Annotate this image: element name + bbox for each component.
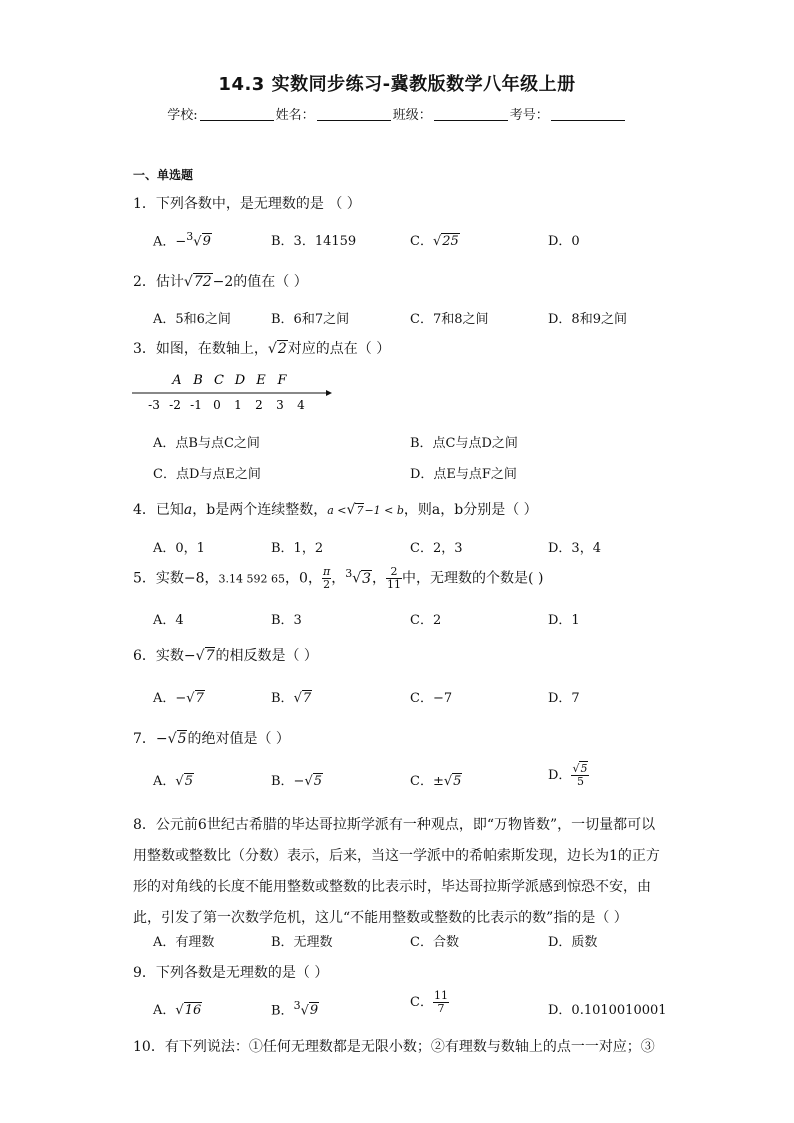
q4-option-d[interactable]: D．3，4 <box>548 541 601 556</box>
question-text: 对应的点在（ ） <box>287 341 391 357</box>
question-text: ，则a，b分别是（ ） <box>403 502 538 518</box>
q1-option-a[interactable]: A．−$^3$√9 <box>153 230 211 250</box>
option-label: C． <box>410 995 433 1010</box>
q8-option-c[interactable]: C．合数 <box>410 935 459 950</box>
name-label: 姓名： <box>275 108 315 123</box>
tick-label: 4 <box>297 398 305 412</box>
q6-option-b[interactable]: B．√7 <box>271 691 312 706</box>
q4-option-b[interactable]: B．1，2 <box>271 541 324 556</box>
radicand: 7 <box>356 504 364 517</box>
question-text: 的绝对值是（ ） <box>187 731 290 747</box>
q7-option-c[interactable]: C．±√5 <box>410 774 462 789</box>
radicand: 72 <box>193 274 212 290</box>
q7-option-b[interactable]: B．−√5 <box>271 774 323 789</box>
fraction-denominator: 2 <box>323 578 331 591</box>
q9-option-d[interactable]: D．0.1010010001 <box>548 1003 667 1018</box>
q5-option-b[interactable]: B．3 <box>271 613 302 628</box>
root-index: 3 <box>186 230 194 243</box>
fraction-numerator: π <box>322 565 331 578</box>
page-title: 14.3 实数同步练习-冀教版数学八年级上册 <box>218 74 576 95</box>
q8-option-b[interactable]: B．无理数 <box>271 935 333 950</box>
id-blank[interactable] <box>551 107 625 121</box>
tick-label: 0 <box>213 398 221 412</box>
q2-option-c[interactable]: C．7和8之间 <box>410 312 489 327</box>
radicand: 5 <box>453 774 462 789</box>
q5-option-c[interactable]: C．2 <box>410 613 442 628</box>
tick-label: 1 <box>234 398 242 412</box>
school-label: 学校: <box>167 108 198 123</box>
number-line-letters <box>171 373 287 388</box>
q3-option-c[interactable]: C．点D与点E之间 <box>153 467 261 482</box>
inequality-left: a < <box>327 504 347 517</box>
inequality-right: −1 < b <box>364 504 404 517</box>
question-7: 7．−√5的绝对值是（ ） <box>133 731 290 747</box>
question-text: ，0， <box>285 570 322 587</box>
q1-option-d[interactable]: D．0 <box>548 234 580 249</box>
name-blank[interactable] <box>317 107 391 121</box>
minus-sign: − <box>175 234 187 250</box>
student-info-line <box>0 104 794 123</box>
radicand: 5 <box>184 774 193 789</box>
question-5: 5．实数−8，3.14 592 65，0， $\frac{\pi}{2}$ ，$^3$√3， $\frac{2}{11}$ 中，无理数的个数是( ) <box>133 565 544 591</box>
radicand: 5 <box>177 731 187 747</box>
option-label: D． <box>548 768 572 783</box>
option-label: A．− <box>153 691 187 706</box>
question-text: 6．实数− <box>133 648 196 664</box>
option-label: C． <box>410 234 433 249</box>
class-label: 班级： <box>392 108 432 123</box>
q4-option-a[interactable]: A．0，1 <box>153 541 205 556</box>
tick-label: -1 <box>190 398 202 412</box>
radicand: 7 <box>302 691 312 706</box>
fraction-2-over-11 <box>386 566 402 591</box>
q1-option-b[interactable]: B．3．14159 <box>271 234 357 249</box>
q7-option-d[interactable] <box>548 763 589 788</box>
point-label: B <box>193 373 203 388</box>
question-8: 8．公元前6世纪古希腊的毕达哥拉斯学派有一种观点，即“万物皆数”，一切量都可以用整数或整数比（分数）表示，后来，当这一学派中的希帕索斯发现，边长为1的正方形的对角线的长度不能用整数或整数的比表示时，毕达哥拉斯学派感到惊恐不安，由此，引发了第一次数学危机，这儿“不能用整数或整数的比表示的数”指的是（ ） <box>133 817 660 926</box>
number-line-figure <box>130 366 340 416</box>
q9-option-c[interactable] <box>410 990 449 1015</box>
question-9: 9．下列各数是无理数的是（ ） <box>133 965 329 981</box>
q3-option-d[interactable]: D．点E与点F之间 <box>410 467 517 482</box>
radicand: 9 <box>202 234 211 250</box>
tick-label: 2 <box>255 398 263 412</box>
q5-option-a[interactable]: A．4 <box>153 613 184 628</box>
tick-label: -2 <box>169 398 181 412</box>
option-label: A． <box>153 1003 176 1018</box>
question-text: 4．已知 <box>133 502 184 518</box>
radicand: 3 <box>362 570 372 587</box>
fraction-denominator: 5 <box>576 775 584 788</box>
question-text: 7．− <box>133 731 168 747</box>
question-text: 5．实数−8， <box>133 570 219 587</box>
q6-option-d[interactable]: D．7 <box>548 691 580 706</box>
question-10: 10．有下列说法：①任何无理数都是无限小数；②有理数与数轴上的点一一对应；③ <box>133 1039 655 1055</box>
question-text: −2的值在（ ） <box>212 274 308 290</box>
number-line-ticks <box>148 398 305 412</box>
q3-option-b[interactable]: B．点C与点D之间 <box>410 436 518 451</box>
q8-option-a[interactable]: A．有理数 <box>153 935 215 950</box>
class-blank[interactable] <box>434 107 508 121</box>
option-label: B．− <box>271 774 305 789</box>
option-label: A． <box>153 234 176 250</box>
radicand: 5 <box>313 774 323 789</box>
tick-label: -3 <box>148 398 160 412</box>
radicand: 9 <box>309 1003 319 1019</box>
q2-option-a[interactable]: A．5和6之间 <box>153 312 231 327</box>
q2-option-d[interactable]: D．8和9之间 <box>548 312 627 327</box>
question-text: 2．估计 <box>133 274 184 290</box>
question-text: ，b是两个连续整数， <box>192 502 328 518</box>
q9-option-b[interactable]: B．$^3$√9 <box>271 999 319 1019</box>
radicand: 7 <box>205 648 215 664</box>
q5-option-d[interactable]: D．1 <box>548 613 580 628</box>
question-3: 3．如图，在数轴上，√2对应的点在（ ） <box>133 341 391 357</box>
radicand: 2 <box>277 341 287 357</box>
radicand: 25 <box>442 234 459 249</box>
school-blank[interactable] <box>200 107 274 121</box>
point-label: D <box>234 373 246 388</box>
option-label: B． <box>271 691 294 706</box>
q1-option-c[interactable]: C．√25 <box>410 234 459 249</box>
q2-option-b[interactable]: B．6和7之间 <box>271 312 350 327</box>
option-label: A． <box>153 774 176 789</box>
q8-option-d[interactable]: D．质数 <box>548 935 598 950</box>
fraction-numerator: 11 <box>433 989 448 1002</box>
point-label: A <box>172 373 182 388</box>
root-index: 3 <box>345 566 353 580</box>
question-text: 中，无理数的个数是( ) <box>402 570 544 587</box>
radicand: 16 <box>184 1003 202 1018</box>
q6-option-c[interactable]: C．−7 <box>410 691 453 706</box>
q7-option-a[interactable]: A．√5 <box>153 774 193 789</box>
point-label: C <box>214 373 224 388</box>
root-index: 3 <box>293 999 301 1012</box>
question-6: 6．实数−√7的相反数是（ ） <box>133 648 318 664</box>
fraction-numerator: 2 <box>386 566 402 579</box>
q6-option-a[interactable]: A．−√7 <box>153 691 204 706</box>
fraction-pi-over-2 <box>322 566 331 591</box>
radicand: 5 <box>580 762 588 775</box>
number-line-arrow <box>326 390 332 396</box>
fraction-denominator: 7 <box>437 1002 445 1015</box>
question-1: 1．下列各数中，是无理数的是 （ ） <box>133 196 361 212</box>
variable-a: a <box>183 502 193 518</box>
question-text: 3．如图，在数轴上， <box>133 341 268 357</box>
question-text: ， <box>331 570 346 587</box>
radicand: 7 <box>195 691 204 706</box>
question-text: 的相反数是（ ） <box>215 648 318 664</box>
fraction-root5-over-5 <box>571 763 589 788</box>
fraction-denominator: 11 <box>387 578 402 591</box>
fraction-11-over-7 <box>433 990 449 1015</box>
option-label: C．± <box>410 774 444 789</box>
point-label: E <box>256 373 266 388</box>
fraction-numerator: √5 <box>572 762 588 775</box>
q9-option-a[interactable]: A．√16 <box>153 1003 202 1018</box>
point-label: F <box>277 373 287 388</box>
tick-label: 3 <box>276 398 284 412</box>
option-label: B． <box>271 1003 294 1019</box>
id-label: 考号： <box>509 108 549 123</box>
question-4: 4．已知a，b是两个连续整数，a <√7−1 < b，则a，b分别是（ ） <box>133 502 538 518</box>
q3-option-a[interactable]: A．点B与点C之间 <box>153 436 260 451</box>
question-2: 2．估计√72−2的值在（ ） <box>133 274 308 290</box>
decimal-number: 3.14 592 65 <box>218 572 286 586</box>
q4-option-c[interactable]: C．2，3 <box>410 541 463 556</box>
section-heading: 一、单选题 <box>133 168 194 182</box>
